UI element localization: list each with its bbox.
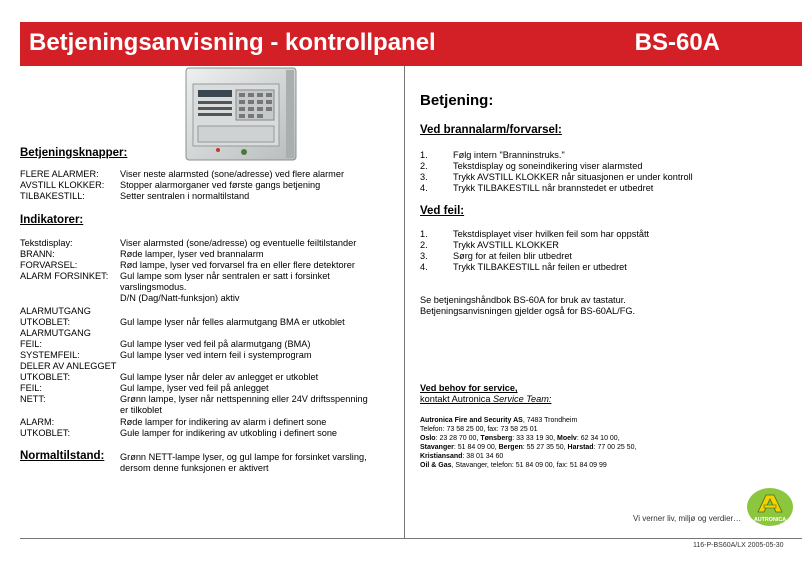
office-label: Stavanger [420,444,454,451]
model-name: BS-60A [634,29,720,56]
row-key: BRANN: [20,249,55,259]
office-label: Bergen [498,444,523,451]
autronica-logo [746,487,794,527]
office-number: : 51 84 09 00, [453,444,499,451]
row-value: varslingsmodus. [120,282,187,292]
office-label: Tønsberg [480,435,513,442]
step-text: Tekstdisplayet viser hvilken feil som har oppstått [453,229,650,239]
step-text: Trykk TILBAKESTILL når brannstedet er utbedret [453,183,654,193]
service-contact [420,394,551,404]
service-contact-prefix: kontakt Autronica [420,394,494,404]
row-value: Gul lampe lyser ved feil på alarmutgang (BMA) [120,339,311,349]
service-heading: Ved behov for service, [420,383,518,393]
row-value: Rød lampe, lyser ved forvarsel fra en eller flere detektorer [120,260,355,270]
row-value: Gul lampe, lyser ved feil på anlegget [120,383,269,393]
step-text: Tekstdisplay og soneindikering viser alarmsted [453,161,643,171]
slogan: Vi verner liv, miljø og verdier… [633,514,742,523]
row-key: SYSTEMFEIL: [20,350,80,360]
row-value: Gule lamper for indikering av utkobling i definert sone [120,428,338,438]
row-key: ALARM FORSINKET: [20,271,109,281]
step-text: Trykk TILBAKESTILL når feilen er utbedret [453,262,627,272]
row-key: FORVARSEL: [20,260,78,270]
page-title: Betjeningsanvisning - kontrollpanel [29,29,436,56]
row-key: UTKOBLET: [20,372,71,382]
offices-line-3 [420,452,503,461]
step-number: 4. [420,262,428,272]
office-label: Oil & Gas [420,462,452,469]
step-number: 1. [420,229,428,239]
company-address: , 7483 Trondheim [522,417,578,424]
logo-text: AUTRONICA [753,517,787,523]
row-key: FLERE ALARMER: [20,169,99,179]
row-value: Gul lampe lyser når deler av anlegget er utkoblet [120,372,319,382]
row-key: ALARMUTGANG [20,306,91,316]
footer-divider [20,538,802,539]
row-value: Røde lamper for indikering av alarm i definert sone [120,417,327,427]
office-label: Harstad [567,444,594,451]
step-text: Trykk AVSTILL KLOKKER når situasjonen er under kontroll [453,172,693,182]
step-text: Trykk AVSTILL KLOKKER [453,240,559,250]
row-key: FEIL: [20,383,42,393]
step-text: Sørg for at feilen blir utbedret [453,251,572,261]
step-number: 2. [420,240,428,250]
step-number: 3. [420,172,428,182]
row-key: AVSTILL KLOKKER: [20,180,105,190]
fault-heading: Ved feil: [420,205,465,217]
office-number: , Stavanger, telefon: 51 84 09 00, fax: 51 84 09 99 [451,462,607,469]
step-text: Følg intern "Branninstruks." [453,150,565,160]
row-value: Setter sentralen i normaltilstand [120,191,250,201]
control-panel-image [184,66,300,162]
row-value: Viser neste alarmsted (sone/adresse) ved flere alarmer [120,169,345,179]
row-key: UTKOBLET: [20,317,71,327]
fire-alarm-heading: Ved brannalarm/forvarsel: [420,124,562,136]
row-value: D/N (Dag/Natt-funksjon) aktiv [120,293,240,303]
row-key: ALARM: [20,417,55,427]
row-key: ALARMUTGANG [20,328,91,338]
step-number: 1. [420,150,428,160]
row-key: FEIL: [20,339,42,349]
row-key: Tekstdisplay: [20,238,73,248]
row-value: Grønn lampe, lyser når nettspenning eller 24V driftsspenning [120,394,368,404]
row-value: Gul lampe lyser når felles alarmutgang BMA er utkoblet [120,317,345,327]
office-number: : 77 00 25 50, [593,444,637,451]
row-key: NETT: [20,394,46,404]
offices-line-1 [420,434,620,443]
row-value: Gul lampe lyser ved intern feil i systemprogram [120,350,312,360]
step-number: 2. [420,161,428,171]
row-value: er tilkoblet [120,405,162,415]
normal-line-1: Grønn NETT-lampe lyser, og gul lampe for forsinket varsling, [120,452,367,462]
phone-line: Telefon: 73 58 25 00, fax: 73 58 25 01 [420,426,538,433]
service-team: Service Team: [493,394,552,404]
operation-heading: Betjening: [420,92,494,109]
office-number: : 38 01 34 60 [462,453,504,460]
column-divider [404,66,405,538]
row-key: TILBAKESTILL: [20,191,85,201]
buttons-heading: Betjeningsknapper: [20,147,128,159]
variant-note: Betjeningsanvisningen gjelder også for BS-60AL/FG. [420,306,636,316]
office-number: : 33 33 19 30, [512,435,557,442]
office-number: : 23 28 70 00, [435,435,481,442]
company-name: Autronica Fire and Security AS [420,417,523,424]
row-key: DELER AV ANLEGGET [20,361,117,371]
office-number: : 55 27 35 50, [522,444,568,451]
offices-line-4 [420,461,607,470]
row-value: Røde lamper, lyser ved brannalarm [120,249,264,259]
row-value: Gul lampe som lyser når sentralen er satt i forsinket [120,271,330,281]
offices-line-2 [420,443,636,452]
normal-line-2: dersom denne funksjonen er aktivert [120,463,269,473]
row-value: Stopper alarmorganer ved første gangs betjening [120,180,321,190]
company-line [420,416,577,425]
step-number: 4. [420,183,428,193]
document-id: 116-P-BS60A/LX 2005-05-30 [693,542,784,549]
indicators-heading: Indikatorer: [20,214,84,226]
office-number: : 62 34 10 00, [576,435,620,442]
office-label: Oslo [420,435,436,442]
row-value: Viser alarmsted (sone/adresse) og eventuelle feiltilstander [120,238,357,248]
row-key: UTKOBLET: [20,428,71,438]
office-label: Kristiansand [420,453,463,460]
normal-heading: Normaltilstand: [20,450,105,462]
manual-note: Se betjeningshåndbok BS-60A for bruk av tastatur. [420,295,626,305]
title-banner [20,22,802,66]
office-label: Moelv [556,435,577,442]
step-number: 3. [420,251,428,261]
